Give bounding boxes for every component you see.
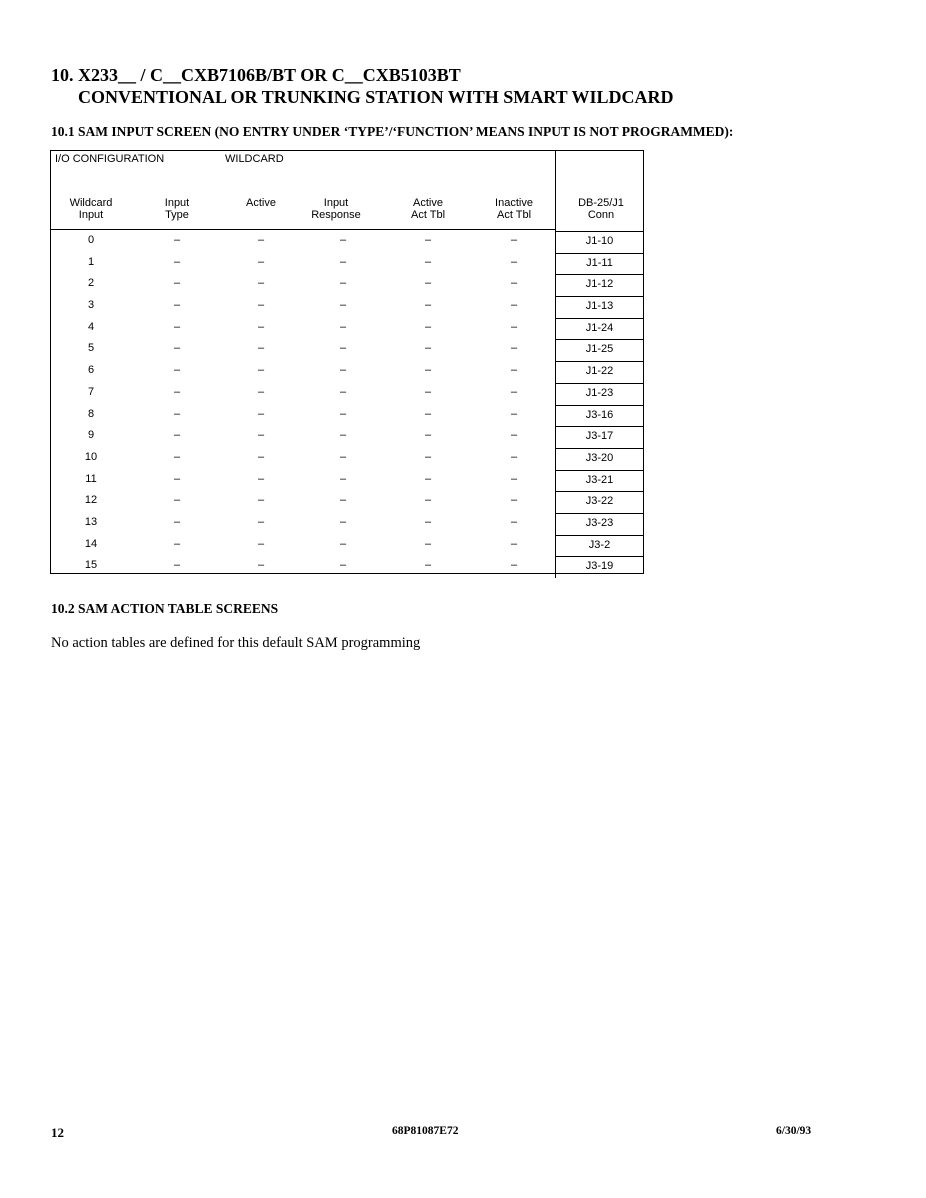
cell-input-response: –: [339, 472, 347, 485]
table-row: [51, 361, 645, 383]
table-row: [51, 274, 645, 296]
cell-db25-conn: J3-19: [555, 556, 643, 578]
cell-active: –: [257, 342, 265, 355]
cell-active-act-tbl: –: [424, 385, 432, 398]
cell-db25-conn: J1-12: [555, 274, 643, 296]
cell-input-response: –: [339, 407, 347, 420]
cell-db25-conn: J1-13: [555, 296, 643, 318]
cell-inactive-act-tbl: –: [510, 320, 518, 333]
cell-inactive-act-tbl: –: [510, 364, 518, 377]
cell-input-response: –: [339, 234, 347, 246]
cell-db25-conn: J1-25: [555, 339, 643, 361]
cell-active: –: [257, 385, 265, 398]
header-input-response: Input Response: [311, 197, 361, 221]
cell-active: –: [257, 450, 265, 463]
cell-db25-conn: J1-10: [555, 231, 643, 253]
table-row: [51, 318, 645, 340]
cell-db25-conn: J3-23: [555, 513, 643, 535]
cell-active-act-tbl: –: [424, 559, 432, 572]
table-row: [51, 383, 645, 405]
cell-input-response: –: [339, 385, 347, 398]
cell-input-type: –: [173, 364, 181, 377]
cell-inactive-act-tbl: –: [510, 472, 518, 485]
cell-active-act-tbl: –: [424, 255, 432, 268]
cell-input-type: –: [173, 429, 181, 442]
cell-input-response: –: [339, 277, 347, 290]
cell-db25-conn: J1-24: [555, 318, 643, 340]
cell-active: –: [257, 559, 265, 572]
cell-db25-conn: J3-16: [555, 405, 643, 427]
cell-active: –: [257, 255, 265, 268]
cell-input-type: –: [173, 515, 181, 528]
cell-active: –: [257, 299, 265, 312]
cell-db25-conn: J3-17: [555, 426, 643, 448]
cell-input-type: –: [173, 234, 181, 246]
header-inactive-act-tbl: Inactive Act Tbl: [495, 197, 533, 221]
section-heading-1: 10.1 SAM INPUT SCREEN (NO ENTRY UNDER ‘TYPE’/‘FUNCTION’ MEANS INPUT IS NOT PROGRAMMED):: [51, 124, 734, 139]
cell-inactive-act-tbl: –: [510, 277, 518, 290]
header-active: Active: [246, 197, 276, 209]
cell-input-type: –: [173, 494, 181, 507]
cell-input-response: –: [339, 342, 347, 355]
cell-active-act-tbl: –: [424, 342, 432, 355]
cell-input-type: –: [173, 407, 181, 420]
cell-db25-conn: J3-2: [555, 535, 643, 557]
table-row: [51, 253, 645, 275]
document-date: 6/30/93: [776, 1125, 812, 1137]
sam-input-table: [50, 150, 644, 574]
cell-active: –: [257, 494, 265, 507]
header-active-act-tbl: Active Act Tbl: [410, 197, 446, 221]
cell-db25-conn: J1-23: [555, 383, 643, 405]
cell-active-act-tbl: –: [424, 277, 432, 290]
cell-input-type: –: [173, 342, 181, 355]
cell-inactive-act-tbl: –: [510, 537, 518, 550]
cell-db25-conn: J3-20: [555, 448, 643, 470]
cell-active: –: [257, 364, 265, 377]
cell-inactive-act-tbl: –: [510, 494, 518, 507]
cell-wildcard-input: 13: [84, 515, 98, 528]
table-row: [51, 491, 645, 513]
cell-active: –: [257, 429, 265, 442]
page-number: 12: [51, 1125, 64, 1140]
table-row: [51, 339, 645, 361]
cell-active: –: [257, 407, 265, 420]
title-line-2: CONVENTIONAL OR TRUNKING STATION WITH SMART WILDCARD: [78, 87, 674, 107]
cell-active-act-tbl: –: [424, 429, 432, 442]
cell-inactive-act-tbl: –: [510, 429, 518, 442]
cell-inactive-act-tbl: –: [510, 407, 518, 420]
cell-input-type: –: [173, 559, 181, 572]
cell-input-type: –: [173, 255, 181, 268]
header-input-type: Input Type: [164, 197, 190, 221]
cell-db25-conn: J1-22: [555, 361, 643, 383]
cell-input-response: –: [339, 450, 347, 463]
cell-input-response: –: [339, 299, 347, 312]
cell-wildcard-input: 7: [87, 385, 95, 398]
cell-wildcard-input: 14: [84, 537, 98, 550]
cell-wildcard-input: 1: [87, 255, 95, 268]
header-wildcard-input: Wildcard Input: [69, 197, 113, 221]
cell-active: –: [257, 472, 265, 485]
cell-active-act-tbl: –: [424, 472, 432, 485]
cell-db25-conn: J3-21: [555, 470, 643, 492]
cell-input-response: –: [339, 429, 347, 442]
cell-input-response: –: [339, 364, 347, 377]
document-number: 68P81087E72: [392, 1125, 459, 1137]
cell-wildcard-input: 10: [84, 450, 98, 463]
table-row: [51, 296, 645, 318]
table-row: [51, 513, 645, 535]
cell-wildcard-input: 2: [87, 277, 95, 290]
cell-wildcard-input: 6: [87, 364, 95, 377]
table-row: [51, 448, 645, 470]
cell-db25-conn: J1-11: [555, 253, 643, 275]
cell-input-type: –: [173, 299, 181, 312]
cell-input-response: –: [339, 494, 347, 507]
cell-active-act-tbl: –: [424, 537, 432, 550]
io-configuration-label: I/O CONFIGURATION: [55, 153, 165, 165]
cell-inactive-act-tbl: –: [510, 450, 518, 463]
title-line-1: 10. X233__ / C__CXB7106B/BT OR C__CXB5103BT: [51, 65, 461, 85]
cell-wildcard-input: 0: [87, 234, 95, 246]
table-row: [51, 470, 645, 492]
cell-active-act-tbl: –: [424, 494, 432, 507]
table-row: [51, 556, 645, 578]
cell-inactive-act-tbl: –: [510, 515, 518, 528]
body-paragraph: No action tables are defined for this default SAM programming: [51, 635, 421, 651]
cell-wildcard-input: 12: [84, 494, 98, 507]
wildcard-label: WILDCARD: [225, 153, 284, 165]
cell-active-act-tbl: –: [424, 299, 432, 312]
cell-active-act-tbl: –: [424, 320, 432, 333]
cell-active-act-tbl: –: [424, 515, 432, 528]
cell-inactive-act-tbl: –: [510, 342, 518, 355]
table-row: [51, 405, 645, 427]
header-divider: [51, 229, 555, 230]
header-db25-conn: DB-25/J1 Conn: [578, 197, 624, 221]
cell-wildcard-input: 11: [85, 472, 97, 485]
cell-wildcard-input: 4: [87, 320, 95, 333]
cell-wildcard-input: 9: [87, 429, 95, 442]
page-title: [51, 64, 673, 108]
cell-wildcard-input: 15: [84, 559, 98, 572]
cell-active-act-tbl: –: [424, 234, 432, 246]
cell-input-response: –: [339, 537, 347, 550]
cell-active: –: [257, 234, 265, 246]
cell-inactive-act-tbl: –: [510, 299, 518, 312]
cell-wildcard-input: 8: [87, 407, 95, 420]
cell-inactive-act-tbl: –: [510, 255, 518, 268]
table-body: [51, 231, 645, 578]
table-row: [51, 535, 645, 557]
cell-db25-conn: J3-22: [555, 491, 643, 513]
cell-input-type: –: [173, 385, 181, 398]
cell-wildcard-input: 5: [87, 342, 95, 355]
cell-active-act-tbl: –: [424, 450, 432, 463]
cell-input-response: –: [339, 559, 347, 572]
cell-inactive-act-tbl: –: [510, 234, 518, 246]
cell-active-act-tbl: –: [424, 407, 432, 420]
cell-inactive-act-tbl: –: [510, 559, 518, 572]
table-row: [51, 231, 645, 253]
cell-input-type: –: [173, 472, 181, 485]
cell-wildcard-input: 3: [87, 299, 95, 312]
table-row: [51, 426, 645, 448]
cell-active-act-tbl: –: [424, 364, 432, 377]
cell-active: –: [257, 515, 265, 528]
cell-input-type: –: [173, 320, 181, 333]
cell-input-type: –: [173, 277, 181, 290]
cell-input-response: –: [339, 255, 347, 268]
cell-input-type: –: [173, 450, 181, 463]
cell-active: –: [257, 537, 265, 550]
cell-input-response: –: [339, 515, 347, 528]
cell-active: –: [257, 277, 265, 290]
cell-inactive-act-tbl: –: [510, 385, 518, 398]
cell-active: –: [257, 320, 265, 333]
section-heading-2: 10.2 SAM ACTION TABLE SCREENS: [51, 601, 279, 616]
cell-input-type: –: [173, 537, 181, 550]
cell-input-response: –: [339, 320, 347, 333]
